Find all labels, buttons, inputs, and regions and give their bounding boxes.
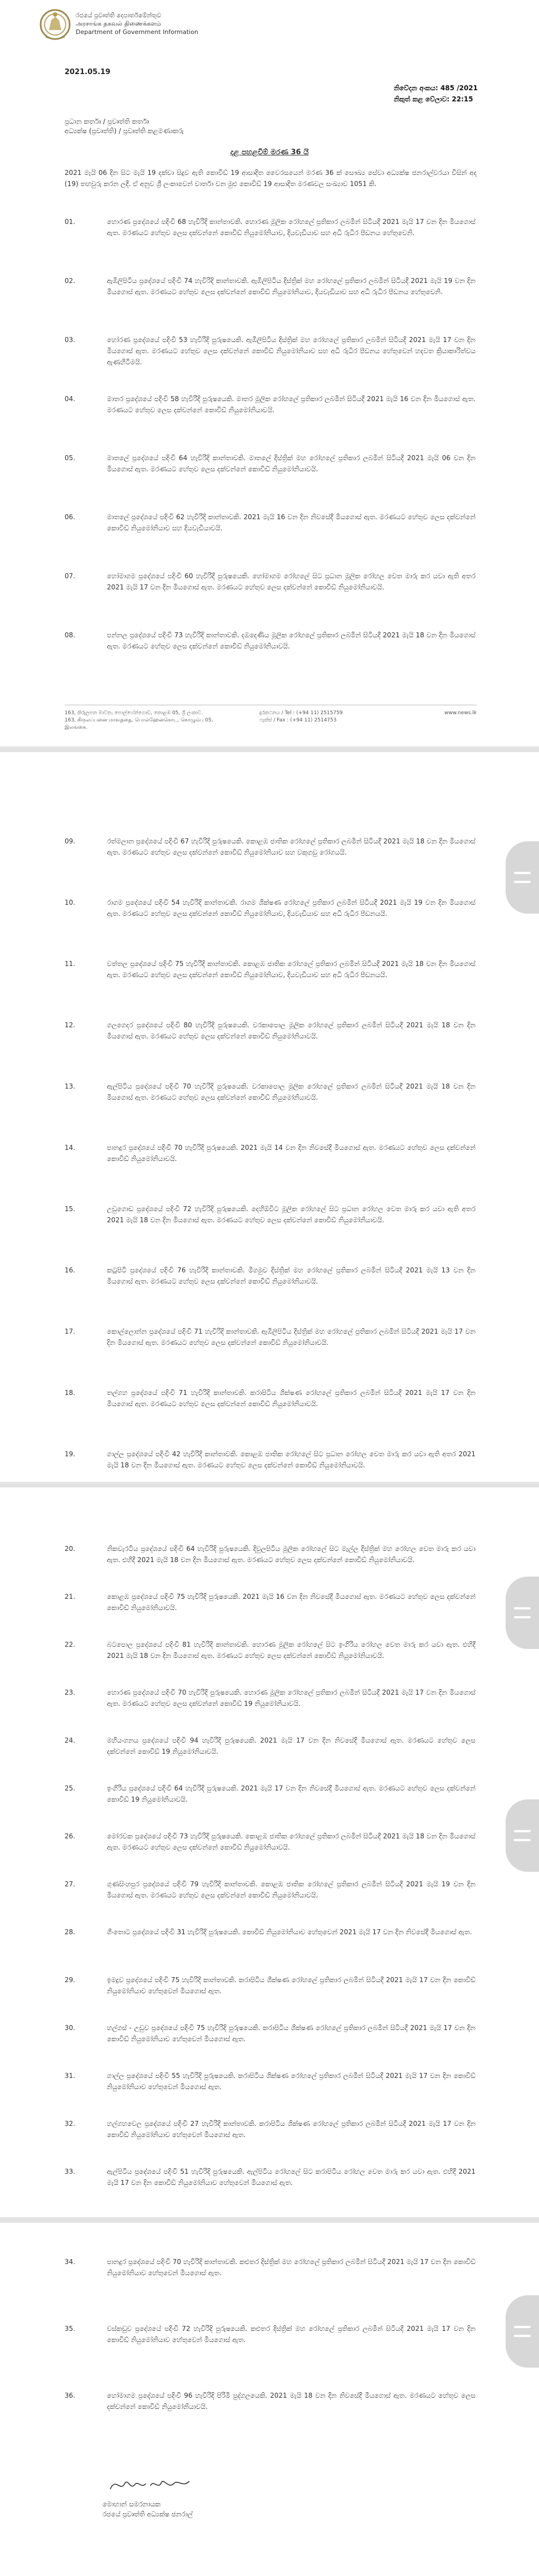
record-text: ගිංතොට ප්‍රදේශයේ පදිංචි 31 හැවිරිදි පුරුෂයෙකි. කොවිඩ් නියුමෝනියාව හේතුවෙන් 2021 මැයි 17 වන දින නිවසේදී මියගොස් ඇත. — [107, 1928, 472, 1936]
letterhead — [39, 8, 206, 47]
document-page-3 — [0, 1487, 539, 2217]
record-number: 11. — [65, 960, 76, 968]
record-text: කටුපිටි ප්‍රදේශයේ පදිංචි 76 හැවිරිදි කාන්තාවකි. මීගමුව දිස්ත්‍රික් මහ රෝහලේ ප්‍රතිකාර ලබමින් සිටියදී 2021 මැයි 13 වන දින මියගොස් ඇත. මරණයට හේතුව ලෙස දක්වන්නේ කොවිඩ් නියුමෝනියාවයි. — [107, 1266, 476, 1285]
record-text: පන්නල ප්‍රදේශයේ පදිංචි 73 හැවිරිදි කාන්තාවකි. දඹදෙණිය මූලික රෝහලේ ප්‍රතිකාර ලබමින් සිටියදී 2021 මැයි 18 වන දින මියගොස් ඇත. මරණයට හේතුව ලෙස දක්වන්නේ කොවිඩ් නියුමෝනියාවයි. — [107, 631, 476, 650]
record-text: ඇඹිලිපිටිය ප්‍රදේශයේ පදිංචි 74 හැවිරිදි කාන්තාවකි. ඇඹිලිපිටිය දිස්ත්‍රික් මහ රෝහලේ ප්‍රතිකාර ලබමින් සිටියදී 2021 මැයි 19 වන දින මියගොස් ඇත. මරණයට හේතුව ලෙස දක්වන්නේ කොවිඩ් නියුමෝනියාව, දියවැඩියාව සහ අධි රුධිර පීඩනය හේතුවෙනි. — [107, 277, 476, 296]
record-text: පානදුර ප්‍රදේශයේ පදිංචි 70 හැවිරිදි කාන්තාවකි. කළුතර දිස්ත්‍රික් මහ රෝහලේ ප්‍රතිකාර ලබමින් සිටියදී 2021 මැයි 17 වන දින කොවිඩ් නියුමෝනියාව හේතුවෙන් මියගොස් ඇත. — [107, 2258, 476, 2277]
record-text: මාතර ප්‍රදේශයේ පදිංචි 58 හැවිරිදි පුරුෂයෙකි. මාතර මූලික රෝහලේ ප්‍රතිකාර ලබමින් සිටියදී 2021 මැයි 16 වන දින මියගොස් ඇත. මරණයට හේතුව ලෙස දක්වන්නේ කොවිඩ් නියුමෝනියාවයි. — [107, 395, 476, 414]
record-text: නිකවැරටිය ප්‍රදේශයේ පදිංචි 64 හැවිරිදි පුරුෂයෙකි. දිවුලපිටිය මූලික රෝහලේ සිට මැල්ල දිස්ත්‍රික් මහ රෝහල වෙත මාරු කර යවා ඇත. එහිදී 2021 මැයි 18 වන දින මියගොස් ඇත. මරණයට හේතුව ලෙස දක්වන්නේ කොවිඩ් නියුමෝනියාවයි. — [107, 1545, 476, 1564]
dept-name-english: Department of Government Information — [76, 28, 198, 36]
dept-name-tamil: அரசாங்க தகவல் திணைக்களம் — [76, 20, 161, 27]
record-text: ගාල්ල ප්‍රදේශයේ පදිංචි 42 හැවිරිදි කාන්තාවකි. කොළඹ ජාතික රෝහලේ සිට ප්‍රධාන රෝහල වෙත මාරු කර යවා ඇති අතර 2021 මැයි 18 වන දින මියගොස් ඇත. මරණයට හේතුව ලෙස දක්වන්නේ කොවිඩ් නියුමෝනියාවයි. — [107, 1450, 476, 1469]
menu-bar-icon — [514, 1830, 531, 1832]
floating-menu-button[interactable] — [506, 841, 539, 914]
record-number: 34. — [65, 2258, 76, 2266]
menu-bar-icon — [514, 881, 531, 883]
menu-bar-icon — [514, 1839, 531, 1841]
record-text: ඇල්පිටිය ප්‍රදේශයේ පදිංචි 70 හැවිරිදි පුරුෂයෙකි. වරකාපොල මූලික රෝහලේ ප්‍රතිකාර ලබමින් සිටියදී 2021 මැයි 18 වන දින මියගොස් ඇත. මරණයට හේතුව ලෙස දක්වන්නේ කොවිඩ් නියුමෝනියාවයි. — [107, 1082, 476, 1101]
sri-lanka-emblem-icon — [39, 8, 71, 42]
record-number: 08. — [65, 631, 76, 639]
signatory-name: මොහාන් සමරනායක — [102, 2500, 161, 2508]
record-text: ගලගෙදර ප්‍රදේශයේ පදිංචි 80 හැවිරිදි පුරුෂයෙකි. වරකාපොල මූලික රෝහලේ ප්‍රතිකාර ලබමින් සිටියදී 2021 මැයි 18 වන දින මියගොස් ඇත. මරණයට හේතුව ලෙස දක්වන්නේ කොවිඩ් නියුමෝනියාවයි. — [107, 1021, 476, 1040]
record-number: 07. — [65, 572, 76, 580]
address-line: 163, கிருலப்பனை மாவத்தை, பொல்ஹேன்கொட, கொழும்பு 05, இலங்கை. — [65, 718, 213, 730]
recipient-line: අධ්‍යක්ෂ (ප්‍රවෘත්ති) / ප්‍රවෘත්ති කළමණාකරු — [65, 127, 184, 135]
record-text: හොරණ ප්‍රදේශයේ පදිංචි 68 හැවිරිදි කාන්තාවකි. හොරණ මූලික රෝහලේ ප්‍රතිකාර ලබමින් සිටියදී 2021 මැයි 17 වන දින මියගොස් ඇත. මරණයට හේතුව ලෙස දක්වන්නේ කොවිඩ් නියුමෝනියාව, දියවැඩියාව සහ අධි රුධිර පීඩනය හේතුවෙනි. — [107, 218, 476, 237]
record-number: 18. — [65, 1389, 76, 1397]
record-number: 19. — [65, 1450, 76, 1458]
record-number: 10. — [65, 899, 76, 906]
menu-bar-icon — [514, 1607, 531, 1609]
record-number: 12. — [65, 1021, 76, 1029]
record-text: උඩුගොඩ ප්‍රදේශයේ පදිංචි 72 හැවිරිදි පුරුෂයෙකි. දෙහිඕවිට මූලික රෝහලේ සිට ප්‍රධාන රෝහල වෙත මාරු කර යවා ඇති අතර 2021 මැයි 18 වන දින මියගොස් ඇත. මරණයට හේතුව ලෙස දක්වන්නේ කොවිඩ් නියුමෝනියාවයි. — [107, 1205, 476, 1224]
footer-website: www.news.lk — [444, 710, 477, 716]
record-number: 21. — [65, 1593, 76, 1601]
record-number: 17. — [65, 1328, 76, 1335]
dept-name-sinhala: රජයේ ප්‍රවෘත්ති දෙපාර්තමේන්තුව — [76, 12, 161, 19]
floating-menu-button[interactable] — [506, 2295, 539, 2368]
record-number: 05. — [65, 454, 76, 462]
subject-heading: දළ පහළවීම් මරණ 36 යි — [230, 148, 309, 157]
record-text: රාගම ප්‍රදේශයේ පදිංචි 54 හැවිරිදි කාන්තාවකි. රාගම ශික්ෂණ රෝහලේ ප්‍රතිකාර ලබමින් සිටියදී 2021 මැයි 19 වන දින මියගොස් ඇත. මරණයට හේතුව ලෙස දක්වන්නේ කොවිඩ් නියුමෝනියාව, දියවැඩියාව සහ අධි රුධිර පීඩනයයි. — [107, 899, 476, 918]
record-number: 06. — [65, 513, 76, 521]
record-number: 36. — [65, 2392, 76, 2399]
floating-menu-button[interactable] — [506, 1577, 539, 1649]
record-number: 26. — [65, 1832, 76, 1840]
record-number: 35. — [65, 2325, 76, 2333]
menu-bar-icon — [514, 2326, 531, 2328]
reference-block — [394, 82, 478, 105]
record-number: 31. — [65, 2072, 76, 2080]
signatory — [102, 2499, 193, 2519]
record-number: 22. — [65, 1641, 76, 1648]
record-number: 24. — [65, 1736, 76, 1744]
record-number: 03. — [65, 336, 76, 344]
record-text: හල්ගස් - උඩුව ප්‍රදේශයේ පදිංචි 75 හැවිරිදි පුරුෂයෙකි. කරාපිටිය ශික්ෂණ රෝහලේ ප්‍රතිකාර ලබමින් සිටියදී 2021 මැයි 17 වන දින කොවිඩ් නියුමෝනියාව හේතුවෙන් මියගොස් ඇත. — [107, 2024, 476, 2043]
handwritten-signature — [108, 2473, 192, 2496]
address-line: 163, කිරුලපන මාවත, පොල්හේන්ගොඩ, කොළඹ 05, ශ්‍රී ලංකාව. — [65, 710, 203, 716]
record-number: 04. — [65, 395, 76, 403]
document-page-4 — [0, 2223, 539, 2576]
record-text: ඉමදුව ප්‍රදේශයේ පදිංචි 75 හැවිරිදි කාන්තාවකි. කරාපිටිය ශික්ෂණ රෝහලේ ප්‍රතිකාර ලබමින් සිටියදී 2021 මැයි 17 වන දින කොවිඩ් නියුමෝනියාව හේතුවෙන් මියගොස් ඇත. — [107, 1976, 476, 1995]
document-page-2 — [0, 752, 539, 1482]
recipient-line: ප්‍රධාන කර්තෘ / ප්‍රවෘත්ති කර්තෘ — [65, 118, 149, 125]
record-number: 29. — [65, 1976, 76, 1984]
record-text: හෝමාගම ප්‍රදේශයේ පදිංචි 60 හැවිරිදි පුරුෂයෙකි. හෝමාගම රෝහලේ සිට ප්‍රධාන මූලික රෝහල වෙත මාරු කර යවා ඇති අතර 2021 මැයි 17 වන දින මියගොස් ඇත. මරණයට හේතුව ලෙස දක්වන්නේ කොවිඩ් නියුමෝනියාවයි. — [107, 572, 476, 591]
footer-address — [65, 710, 232, 731]
record-text: ඇල්පිටිය ප්‍රදේශයේ පදිංචි 51 හැවිරිදි පුරුෂයෙකි. ඇල්පිටිය රෝහලේ සිට කරාපිටිය රෝහල වෙත මාරු කර යවා ඇත. එහිදී 2021 මැයි 17 වන දින කොවිඩ් නියුමෝනියාව හේතුවෙන් මියගොස් ඇත. — [107, 2168, 476, 2187]
letterhead-text — [76, 11, 198, 36]
release-number: නිවේදන අංකය: 485 /2021 — [394, 84, 478, 92]
record-text: වස්කඩුව ප්‍රදේශයේ පදිංචි 72 හැවිරිදි පුරුෂයෙකි. කළුතර දිස්ත්‍රික් මහ රෝහලේ ප්‍රතිකාර ලබමින් සිටියදී 2021 මැයි 17 වන දින කොවිඩ් නියුමෝනියාව හේතුවෙන් මියගොස් ඇත. — [107, 2325, 476, 2344]
record-number: 14. — [65, 1144, 76, 1152]
record-number: 27. — [65, 1880, 76, 1888]
record-number: 15. — [65, 1205, 76, 1213]
record-text: තල්ගහ ප්‍රදේශයේ පදිංචි 71 හැවිරිදි කාන්තාවකි. කරාපිටිය ශික්ෂණ රෝහලේ ප්‍රතිකාර ලබමින් සිටියදී 2021 මැයි 17 වන දින මියගොස් ඇත. මරණයට හේතුව ලෙස දක්වන්නේ කොවිඩ් නියුමෝනියාවයි. — [107, 1389, 476, 1408]
record-number: 33. — [65, 2168, 76, 2175]
tel-line: දුරකථනය / Tel : (+94 11) 2515759 — [259, 710, 343, 716]
signature-block — [102, 2473, 225, 2546]
floating-menu-button[interactable] — [506, 1799, 539, 1872]
record-text: හෝරණ ප්‍රදේශයේ පදිංචි 53 හැවිරිදි පුරුෂයෙකි. ඇඹිලිපිටිය දිස්ත්‍රික් මහ රෝහලේ ප්‍රතිකාර ලබමින් සිටියදී 2021 මැයි 17 වන දින මියගොස් ඇත. මරණයට හේතුව ලෙස දක්වන්නේ කොවිඩ් නියුමෝනියාව සහ අධි රුධිර පීඩනය හේතුවෙන් හදවත ක්‍රියාකාරිත්වය ඇණහිටීමයි. — [107, 336, 476, 366]
menu-bar-icon — [514, 872, 531, 874]
record-text: ඉංගිරිය ප්‍රදේශයේ පදිංචි 64 හැවිරිදි පුරුෂයෙකි. 2021 මැයි 17 වන දින නිවසේදී මියගොස් ඇත. මරණයට හේතුව ලෙස දක්වන්නේ කොවිඩ් 19 නියුමෝනියාවයි. — [107, 1784, 476, 1803]
record-text: රත්මලාන ප්‍රදේශයේ පදිංචි 67 හැවිරිදි පුරුෂයෙකි. කොළඹ ජාතික රෝහලේ ප්‍රතිකාර ලබමින් සිටියදී 2021 මැයි 18 වන දින මියගොස් ඇත. මරණයට හේතුව ලෙස දක්වන්නේ කොවිඩ් නියුමෝනියාව සහ වකුගඩු රෝගයයි. — [107, 837, 476, 856]
record-number: 32. — [65, 2120, 76, 2128]
release-time: නිකුත් කළ වේලාව: 22:15 — [394, 95, 473, 103]
record-number: 01. — [65, 218, 76, 226]
release-date: 2021.05.19 — [65, 68, 111, 76]
intro-paragraph: 2021 මැයි 06 දින සිට මැයි 19 දක්වා සිදුව ඇති කොවිඩ් 19 ආසාදිත වෛරසයෙන් මරණ 36 ක් සෞඛ්‍ය සේවා අධ්‍යක්ෂ ජනරාල්වරයා විසින් අද (19) තහවුරු කරන ලදී. ඒ අනුව ශ්‍රී ලංකාවෙන් වාර්තා වන මුළු කොවිඩ් 19 ආසාදිත මරණවල සංඛ්‍යාව 1051 කි. — [65, 169, 477, 188]
record-text: පානදුර ප්‍රදේශයේ පදිංචි 70 හැවිරිදි පුරුෂයෙකි. 2021 මැයි 14 වන දින නිවසේදී මියගොස් ඇත. මරණයට හේතුව ලෙස දක්වන්නේ කොවිඩ් නියුමෝනියාවයි. — [107, 1144, 476, 1163]
record-text: මාතලේ ප්‍රදේශයේ පදිංචි 62 හැවිරිදි කාන්තාවකි. 2021 මැයි 16 වන දින නිවසේදී මියගොස් ඇත. මරණයට හේතුව ලෙස දක්වන්නේ කොවිඩ් නියුමෝනියාව සහ දියවැඩියාවයි. — [107, 513, 476, 532]
fax-line: ෆැක්ස් / Fax : (+94 11) 2514753 — [259, 718, 337, 723]
record-number: 28. — [65, 1928, 76, 1936]
menu-bar-icon — [514, 2335, 531, 2337]
recipients — [65, 117, 184, 136]
record-text: හල්ගහවෙල ප්‍රදේශයේ පදිංචි 27 හැවිරිදි කාන්තාවකි. කරාපිටිය ශික්ෂණ රෝහලේ ප්‍රතිකාර ලබමින් සිටියදී 2021 මැයි 17 වන දින කොවිඩ් නියුමෝනියාව හේතුවෙන් මියගොස් ඇත. — [107, 2120, 476, 2139]
record-number: 09. — [65, 837, 76, 845]
record-text: මහියංගනය ප්‍රදේශයේ පදිංචි 94 හැවිරිදි පුරුෂයෙකි. 2021 මැයි 17 වන දින නිවසේදී මියගොස් ඇත. මරණයට හේතුව ලෙස දක්වන්නේ කොවිඩ් 19 නියුමෝනියාවයි. — [107, 1736, 476, 1755]
record-number: 02. — [65, 277, 76, 285]
record-number: 30. — [65, 2024, 76, 2032]
record-number: 25. — [65, 1784, 76, 1792]
record-text: ගාල්ල ප්‍රදේශයේ පදිංචි 55 හැවිරිදි පුරුෂයෙකි. කරාපිටිය ශික්ෂණ රෝහලේ ප්‍රතිකාර ලබමින් සිටියදී 2021 මැයි 17 වන දින කොවිඩ් නියුමෝනියාව හේතුවෙන් මියගොස් ඇත. — [107, 2072, 476, 2091]
record-text: හොරණ ප්‍රදේශයේ පදිංචි 70 හැවිරිදි පුරුෂයෙකි. හොරණ මූලික රෝහලේ ප්‍රතිකාර ලබමින් සිටියදී 2021 මැයි 17 වන දින මියගොස් ඇත. මරණයට හේතුව ලෙස දක්වන්නේ කොවිඩ් 19 නියුමෝනියාවයි. — [107, 1689, 476, 1707]
record-text: මෝරවක ප්‍රදේශයේ පදිංචි 73 හැවිරිදි පුරුෂයෙකි. කොළඹ ජාතික රෝහලේ ප්‍රතිකාර ලබමින් සිටියදී 2021 මැයි 18 වන දින මියගොස් ඇත. මරණයට හේතුව ලෙස දක්වන්නේ කොවිඩ් නියුමෝනියාවයි. — [107, 1832, 476, 1851]
document-page-1 — [0, 0, 539, 747]
record-text: බටපොල ප්‍රදේශයේ පදිංචි 81 හැවිරිදි කාන්තාවකි. හොරණ මූලික රෝහලේ සිට ඉංගිරිය රෝහල වෙත මාරු කර යවා ඇත. එහිදී 2021 මැයි 18 වන දින මියගොස් ඇත. මරණයට හේතුව ලෙස දක්වන්නේ කොවිඩ් නියුමෝනියාවයි. — [107, 1641, 476, 1660]
record-number: 13. — [65, 1082, 76, 1090]
record-text: හෝමාගම ප්‍රදේශයේ පදිංචි 96 හැවිරිදි පිරිමි පුද්ගලයෙකි. 2021 මැයි 18 වන දින නිවසේදී මියගොස් ඇත. මරණයට හේතුව ලෙස දක්වන්නේ කොවිඩ් නියුමෝනියාවයි. — [107, 2392, 476, 2411]
record-number: 20. — [65, 1545, 76, 1553]
record-text: වත්තල ප්‍රදේශයේ පදිංචි 75 හැවිරිදි කාන්තාවකි. කොළඹ ජාතික රෝහලේ ප්‍රතිකාර ලබමින් සිටියදී 2021 මැයි 18 වන දින මියගොස් ඇත. මරණයට හේතුව ලෙස දක්වන්නේ කොවිඩ් නියුමෝනියාව, දියවැඩියාව සහ අධි රුධිර පීඩනයයි. — [107, 960, 476, 979]
record-text: කොළඹ ප්‍රදේශයේ පදිංචි 75 හැවිරිදි පුරුෂයෙකි. 2021 මැයි 16 වන දින නිවසේදී මියගොස් ඇත. මරණයට හේතුව ලෙස දක්වන්නේ කොවිඩ් නියුමෝනියාවයි. — [107, 1593, 476, 1612]
menu-bar-icon — [514, 1616, 531, 1618]
record-number: 16. — [65, 1266, 76, 1274]
record-text: කොල්ලොන්න ප්‍රදේශයේ පදිංචි 71 හැවිරිදි කාන්තාවකි. ඇඹිලිපිටිය දිස්ත්‍රික් මහ රෝහලේ ප්‍රතිකාර ලබමින් සිටියදී 2021 මැයි 17 වන දින මියගොස් ඇත. මරණයට හේතුව ලෙස දක්වන්නේ කොවිඩ් නියුමෝනියාවයි. — [107, 1328, 476, 1346]
footer-contact — [259, 710, 349, 724]
record-number: 23. — [65, 1689, 76, 1696]
signatory-title: රජයේ ප්‍රවෘත්ති අධ්‍යක්ෂ ජනරාල් — [102, 2510, 193, 2518]
record-text: මාතලේ ප්‍රදේශයේ පදිංචි 64 හැවිරිදි කාන්තාවකි. මාතලේ දිස්ත්‍රික් මහ රෝහලේ ප්‍රතිකාර ලබමින් සිටියදී 2021 මැයි 06 වන දින මියගොස් ඇත. මරණයට හේතුව ලෙස දක්වන්නේ කොවිඩ් නියුමෝනියාවයි. — [107, 454, 476, 473]
record-text: ගුණසිංහපුර ප්‍රදේශයේ පදිංචි 79 හැවිරිදි කාන්තාවකි. කොළඹ ජාතික රෝහලේ ප්‍රතිකාර ලබමින් සිටියදී 2021 මැයි 19 වන දින මියගොස් ඇත. මරණයට හේතුව ලෙස දක්වන්නේ කොවිඩ් නියුමෝනියාවයි. — [107, 1880, 476, 1899]
